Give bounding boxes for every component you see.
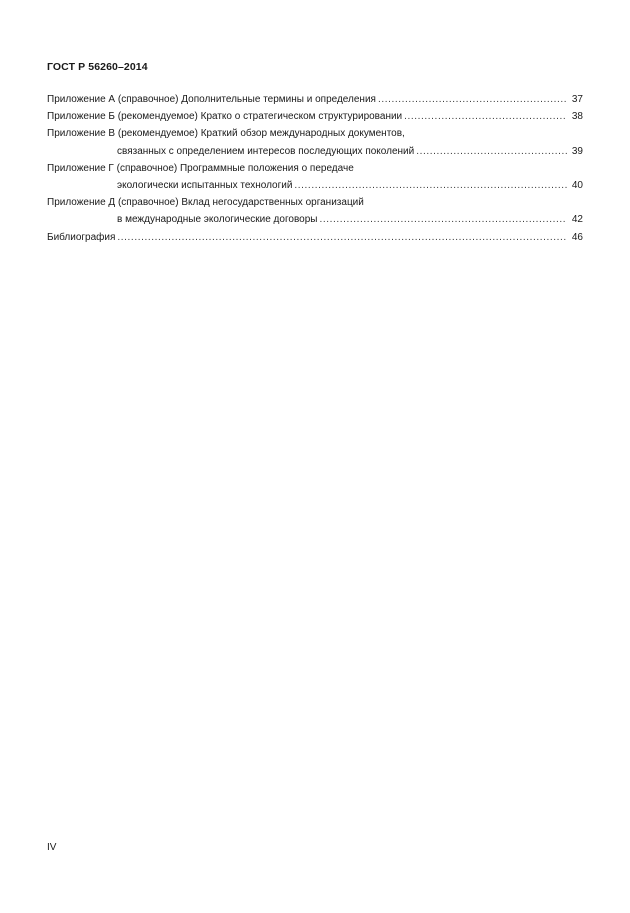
toc-entry-title: Приложение А (справочное) Дополнительные термины и определения bbox=[47, 94, 376, 105]
toc-entry-title: Приложение В (рекомендуемое) Краткий обзор международных документов, bbox=[47, 128, 405, 140]
toc-entry-appendix-v[interactable] bbox=[47, 125, 583, 159]
toc-entry-title: Приложение Г (справочное) Программные положения о передаче bbox=[47, 162, 354, 174]
toc-entry-title: Приложение Д (справочное) Вклад негосударственных организаций bbox=[47, 197, 364, 209]
toc-line-continuation bbox=[47, 211, 583, 228]
toc-entry-title-continued: связанных с определением интересов последующих поколений bbox=[117, 145, 415, 157]
toc-line bbox=[47, 229, 583, 246]
toc-page-number: 39 bbox=[571, 145, 583, 157]
dot-leader bbox=[416, 143, 567, 160]
toc-line bbox=[47, 194, 583, 211]
dot-leader bbox=[294, 177, 567, 194]
toc-entry-title-continued: в международные экологические договоры bbox=[117, 214, 318, 226]
toc-line bbox=[47, 108, 583, 125]
toc-page-number: 37 bbox=[571, 94, 583, 105]
toc-entry-title: Библиография bbox=[47, 231, 116, 243]
dot-leader bbox=[319, 211, 567, 228]
toc-line bbox=[47, 160, 583, 177]
page-number-footer: IV bbox=[47, 842, 57, 853]
toc-entry-appendix-d[interactable] bbox=[47, 194, 583, 228]
toc-line bbox=[47, 91, 583, 108]
toc-entry-title: Приложение Б (рекомендуемое) Кратко о стратегическом структурировании bbox=[47, 111, 403, 123]
dot-leader bbox=[117, 229, 567, 246]
document-header: ГОСТ Р 56260–2014 bbox=[47, 61, 148, 73]
dot-leader bbox=[378, 91, 567, 108]
toc-line-continuation bbox=[47, 143, 583, 160]
table-of-contents bbox=[47, 91, 583, 246]
dot-leader bbox=[404, 108, 567, 125]
toc-entry-appendix-a[interactable] bbox=[47, 91, 583, 108]
toc-entry-bibliography[interactable] bbox=[47, 229, 583, 246]
toc-page-number: 46 bbox=[571, 231, 583, 243]
toc-line-continuation bbox=[47, 177, 583, 194]
toc-entry-title-continued: экологически испытанных технологий bbox=[117, 179, 293, 191]
toc-page-number: 38 bbox=[571, 111, 583, 123]
toc-line bbox=[47, 125, 583, 142]
toc-entry-appendix-g[interactable] bbox=[47, 160, 583, 194]
toc-page-number: 40 bbox=[571, 179, 583, 191]
toc-page-number: 42 bbox=[571, 214, 583, 226]
toc-entry-appendix-b[interactable] bbox=[47, 108, 583, 125]
